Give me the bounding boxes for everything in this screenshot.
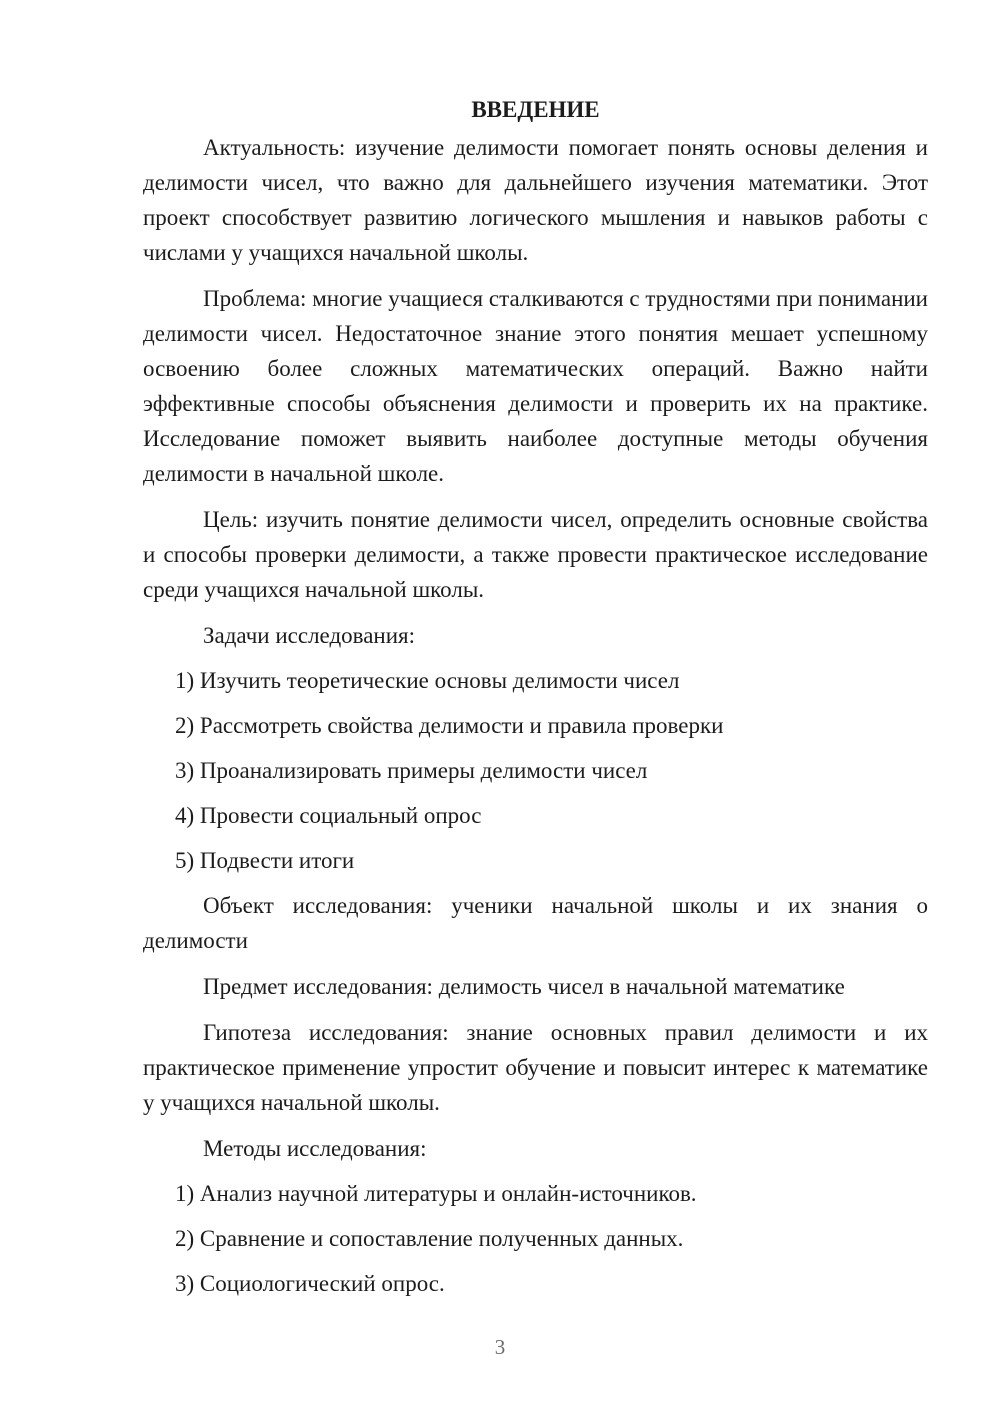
list-item: 1) Изучить теоретические основы делимости чисел bbox=[175, 668, 680, 693]
page-number: 3 bbox=[494, 1335, 506, 1359]
list-item: 3) Социологический опрос. bbox=[175, 1271, 445, 1296]
problem-paragraph: Проблема: многие учащиеся сталкиваются с трудностями при понимании делимости чисел. Недостаточное знание этого понятия мешает успешному освоению более сложных математических операций. Важно найти эффективные способы объяснения делимости и проверить их на практике. Исследование поможет выявить наиболее доступные методы обучения делимости в начальной школе. bbox=[143, 286, 928, 486]
subject-paragraph: Предмет исследования: делимость чисел в начальной математике bbox=[203, 974, 845, 999]
page-title: ВВЕДЕНИЕ bbox=[471, 97, 600, 122]
methods-label: Методы исследования: bbox=[203, 1136, 427, 1161]
list-item: 2) Рассмотреть свойства делимости и правила проверки bbox=[175, 713, 724, 738]
hypothesis-paragraph: Гипотеза исследования: знание основных правил делимости и их практическое применение упростит обучение и повысит интерес к математике у учащихся начальной школы. bbox=[143, 1020, 928, 1115]
tasks-label: Задачи исследования: bbox=[203, 623, 416, 648]
tasks-list bbox=[143, 663, 928, 878]
methods-list bbox=[143, 1176, 928, 1301]
list-item: 2) Сравнение и сопоставление полученных данных. bbox=[175, 1226, 684, 1251]
document-page bbox=[143, 92, 928, 1311]
list-item: 4) Провести социальный опрос bbox=[175, 803, 482, 828]
list-item: 1) Анализ научной литературы и онлайн-источников. bbox=[175, 1181, 697, 1206]
list-item: 3) Проанализировать примеры делимости чисел bbox=[175, 758, 648, 783]
object-paragraph: Объект исследования: ученики начальной школы и их знания о делимости bbox=[143, 893, 928, 953]
relevance-paragraph: Актуальность: изучение делимости помогает понять основы деления и делимости чисел, что важно для дальнейшего изучения математики. Этот проект способствует развитию логического мышления и навыков работы с числами у учащихся начальной школы. bbox=[143, 135, 928, 265]
list-item: 5) Подвести итоги bbox=[175, 848, 355, 873]
goal-paragraph: Цель: изучить понятие делимости чисел, определить основные свойства и способы проверки делимости, а также провести практическое исследование среди учащихся начальной школы. bbox=[143, 507, 928, 602]
